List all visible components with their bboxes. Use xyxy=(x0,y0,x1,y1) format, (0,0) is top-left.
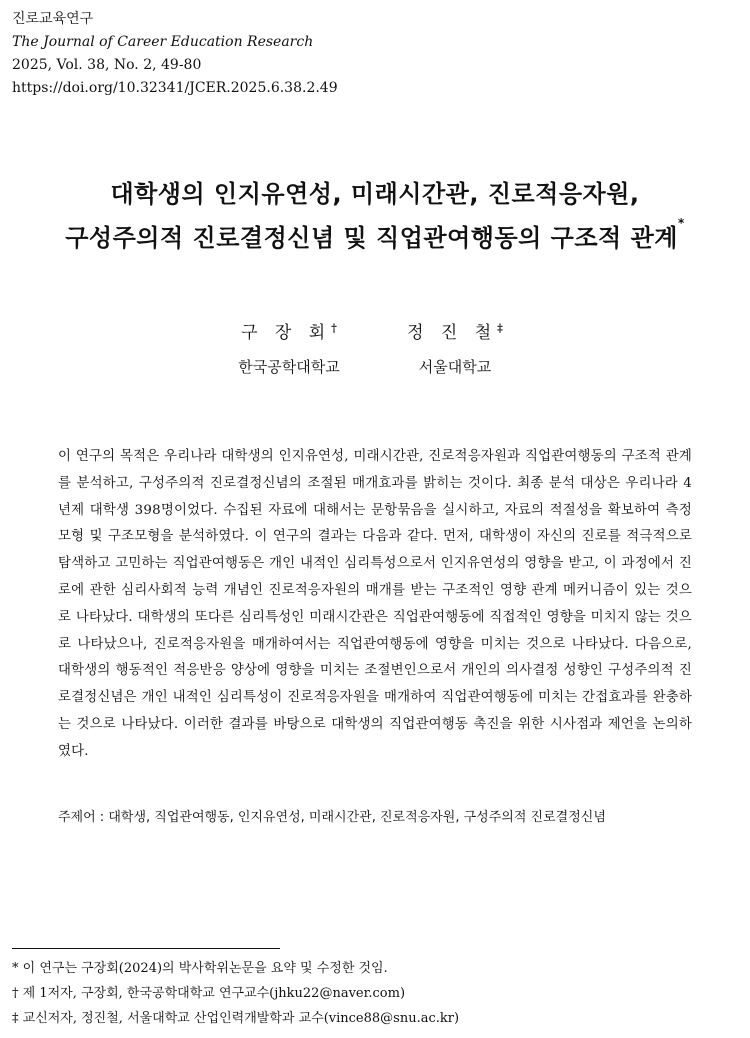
footnote-corresponding-author: ‡ 교신저자, 정진철, 서울대학교 산업인력개발학과 교수(vince88@snu.ac.kr) xyxy=(12,1011,460,1026)
author-2 xyxy=(390,318,520,343)
keywords xyxy=(58,806,606,825)
author-2-name: 정 진 철 xyxy=(407,323,498,343)
paper-title-line-1: 대학생의 인지유연성, 미래시간관, 진로적응자원, xyxy=(110,180,640,208)
author-1 xyxy=(224,318,354,343)
author-1-name: 구 장 회 xyxy=(241,323,332,343)
journal-name-en: The Journal of Career Education Research xyxy=(12,34,314,50)
doi-link[interactable]: https://doi.org/10.32341/JCER.2025.6.38.2.49 xyxy=(12,80,338,96)
footnote-funding: * 이 연구는 구장회(2024)의 박사학위논문을 요약 및 수정한 것임. xyxy=(12,961,388,976)
author-1-affiliation: 한국공학대학교 xyxy=(238,358,340,376)
journal-name-ko: 진로교육연구 xyxy=(12,11,94,27)
paper-title-line-2-text: 구성주의적 진로결정신념 및 직업관여행동의 구조적 관계 xyxy=(65,224,678,252)
paper-title-line-2 xyxy=(0,218,750,253)
footnote-first-author: † 제 1저자, 구장회, 한국공학대학교 연구교수(jhku22@naver.com) xyxy=(12,986,406,1001)
abstract: 이 연구의 목적은 우리나라 대학생의 인지유연성, 미래시간관, 진로적응자원과 직업관여행동의 구조적 관계를 분석하고, 구성주의적 진로결정신념의 조절된 매개효과를 밝히는 것이다. 최종 분석 대상은 우리나라 4년제 대학생 398명이었다. 수집된 자료에 대해서는 문항묶음을 실시하고, 자료의 적절성을 확보하여 측정모형 및 구조모형을 분석하였다. 이 연구의 결과는 다음과 같다. 먼저, 대학생이 자신의 진로를 적극적으로 탐색하고 고민하는 직업관여행동은 개인 내적인 심리특성으로서 인지유연성의 영향을 받고, 이 과정에서 진로에 관한 심리사회적 능력 개념인 진로적응자원의 매개를 받는 구조적인 영향 관계 메커니즘이 있는 것으로 나타났다. 대학생의 또다른 심리특성인 미래시간관은 직업관여행동에 직접적인 영향을 미치지 않는 것으로 나타났으나, 진로적응자원을 매개하여서는 직업관여행동에 영향을 미치는 것으로 나타났다. 다음으로, 대학생의 행동적인 적응반응 양상에 영향을 미치는 조절변인으로서 개인의 의사결정 성향인 구성주의적 진로결정신념은 개인 내적인 심리특성이 진로적응자원을 매개하여 직업관여행동에 미치는 간접효과를 완충하는 것으로 나타났다. 이러한 결과를 바탕으로 대학생의 직업관여행동 촉진을 위한 시사점과 제언을 논의하였다. xyxy=(58,449,692,759)
footnotes xyxy=(12,956,459,1031)
footnote-divider xyxy=(12,948,280,949)
author-2-mark: ‡ xyxy=(497,321,503,335)
author-1-mark: † xyxy=(331,321,337,335)
volume-info: 2025, Vol. 38, No. 2, 49-80 xyxy=(12,57,202,73)
author-2-affiliation: 서울대학교 xyxy=(418,358,492,376)
title-footnote-mark: * xyxy=(677,216,685,230)
keywords-label: 주제어 : xyxy=(58,810,105,825)
journal-header xyxy=(12,8,338,100)
keywords-text: 대학생, 직업관여행동, 인지유연성, 미래시간관, 진로적응자원, 구성주의적 진로결정신념 xyxy=(108,810,606,825)
